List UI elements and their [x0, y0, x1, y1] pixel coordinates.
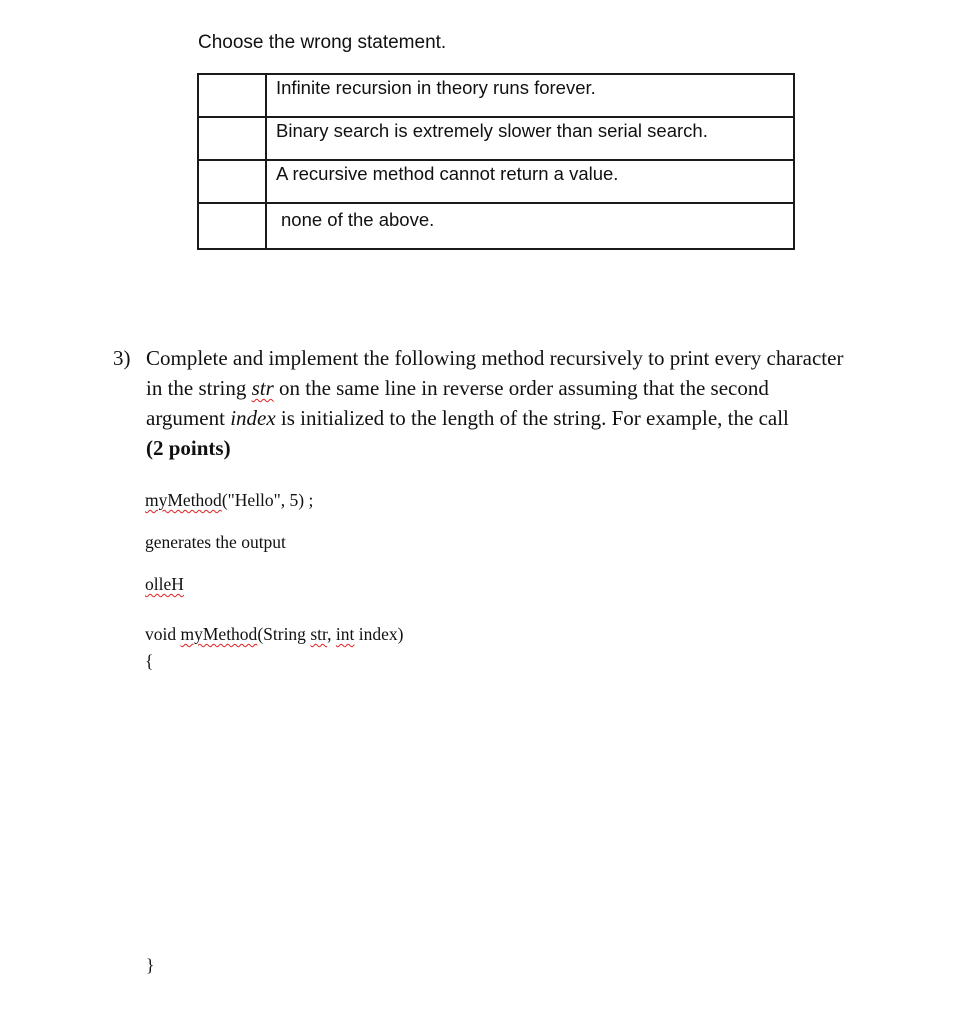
- param-index: index): [354, 624, 404, 644]
- statement-text: is initialized to the length of the string. For example, the call: [275, 406, 789, 430]
- call-args: ("Hello", 5) ;: [221, 490, 314, 510]
- choice-text-3: A recursive method cannot return a value.: [266, 160, 794, 203]
- param-str: str: [310, 624, 328, 644]
- points-text: (2 points): [146, 436, 231, 460]
- answer-box-1[interactable]: [198, 74, 266, 117]
- keyword-int: int: [335, 624, 355, 644]
- choice-table: [197, 73, 795, 250]
- method-signature: [145, 624, 403, 645]
- statement-text: in the string: [146, 376, 252, 400]
- method-name: myMethod: [145, 490, 222, 510]
- choice-text-4: none of the above.: [266, 203, 794, 249]
- choice-text-2: Binary search is extremely slower than serial search.: [266, 117, 794, 160]
- param-type: (String: [257, 624, 311, 644]
- points-label: [146, 433, 906, 463]
- statement-line-2: [146, 373, 906, 403]
- statement-text: argument: [146, 406, 231, 430]
- answer-box-2[interactable]: [198, 117, 266, 160]
- var-index: index: [230, 406, 276, 430]
- method-name: myMethod: [180, 624, 258, 644]
- var-str: str: [251, 376, 274, 400]
- statement-line-3: [146, 403, 906, 433]
- statement-line-1: Complete and implement the following method recursively to print every character: [146, 346, 844, 370]
- choice-row: [198, 117, 794, 160]
- choice-row: [198, 160, 794, 203]
- keyword-void: void: [145, 624, 181, 644]
- statement-text: on the same line in reverse order assuming that the second: [273, 376, 769, 400]
- answer-box-4[interactable]: [198, 203, 266, 249]
- example-output: [145, 574, 184, 595]
- close-brace: }: [146, 955, 155, 975]
- answer-box-3[interactable]: [198, 160, 266, 203]
- example-call: [145, 490, 313, 511]
- choice-text-1: Infinite recursion in theory runs forever.: [266, 74, 794, 117]
- separator: ,: [327, 624, 336, 644]
- problem-number: 3): [113, 346, 131, 370]
- question-title: Choose the wrong statement.: [198, 32, 447, 53]
- problem-statement: [146, 343, 906, 463]
- choice-row: [198, 74, 794, 117]
- open-brace: {: [145, 651, 154, 671]
- output-text: olleH: [145, 574, 184, 594]
- generates-text: generates the output: [145, 532, 286, 552]
- choice-row: [198, 203, 794, 249]
